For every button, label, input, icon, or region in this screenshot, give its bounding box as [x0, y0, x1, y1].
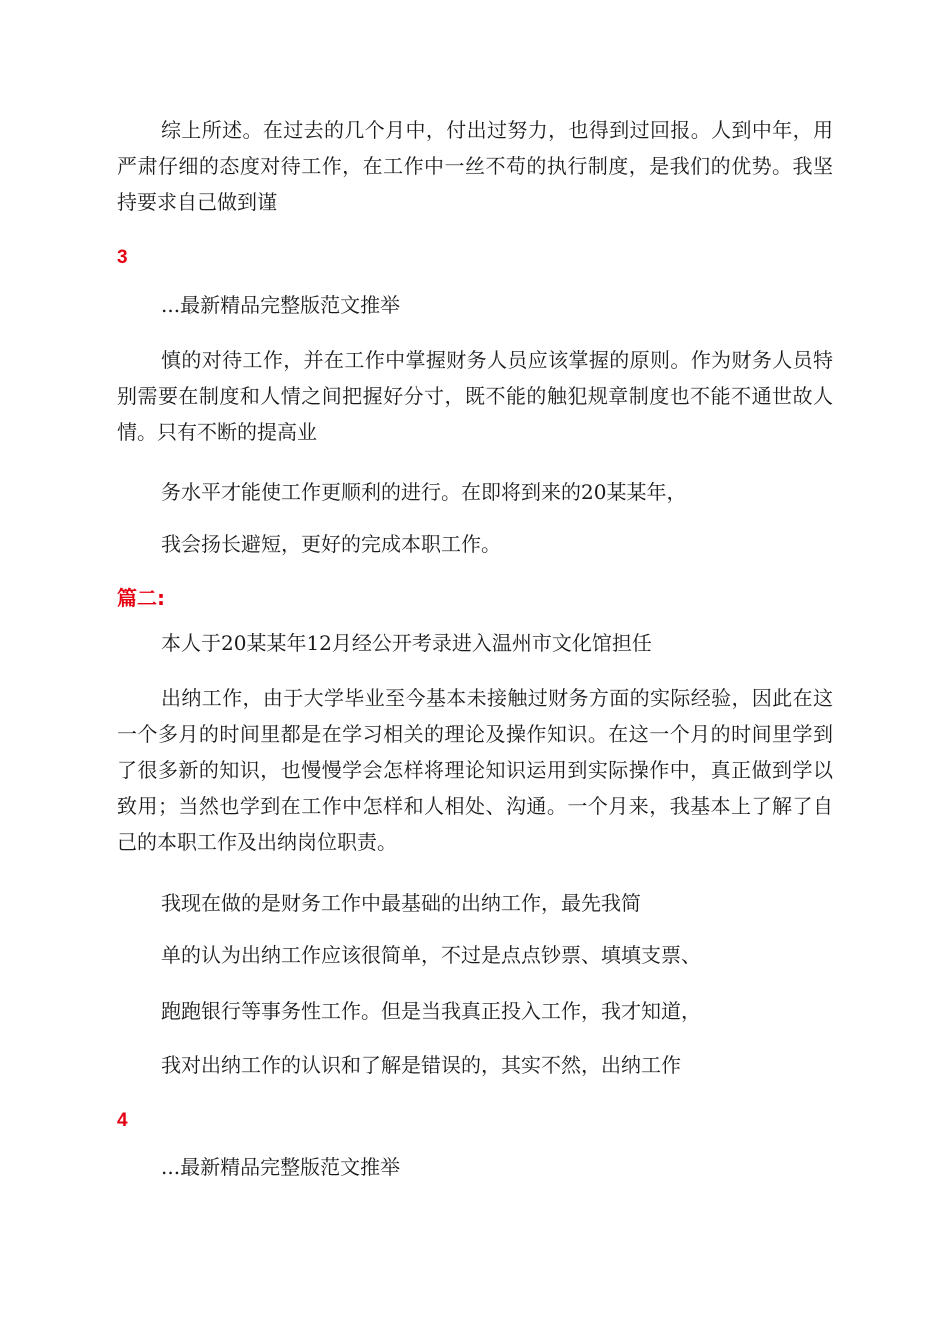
paragraph-line: 我对出纳工作的认识和了解是错误的，其实不然，出纳工作 [161, 1053, 681, 1077]
paragraph-line: 跑跑银行等事务性工作。但是当我真正投入工作，我才知道， [161, 999, 701, 1023]
page-number: 3 [117, 247, 128, 268]
paragraph-line: 本人于20某某年12月经公开考录进入温州市文化馆担任 [161, 631, 652, 655]
paragraph-principles: 慎的对待工作，并在工作中掌握财务人员应该掌握的原则。作为财务人员特别需要在制度和人情之间把握好分寸，既不能的触犯规章制度也不能不通世故人情。只有不断的提高业 [117, 348, 833, 444]
paragraph-line: 我会扬长避短，更好的完成本职工作。 [161, 532, 501, 556]
paragraph-line: 务水平才能使工作更顺利的进行。在即将到来的20某某年， [161, 480, 687, 504]
recommendation-note: ...最新精品完整版范文推举 [161, 293, 401, 317]
page-number: 4 [117, 1110, 128, 1131]
paragraph-cashier-learning: 出纳工作，由于大学毕业至今基本未接触过财务方面的实际经验，因此在这一个多月的时间里都是在学习相关的理论及操作知识。在这一个月的时间里学到了很多新的知识，也慢慢学会怎样将理论知识运用到实际操作中，真正做到学以致用；当然也学到在工作中怎样和人相处、沟通。一个月来，我基本上了解了自己的本职工作及出纳岗位职责。 [117, 686, 833, 854]
section-heading: 篇二: [117, 586, 165, 610]
recommendation-note: ...最新精品完整版范文推举 [161, 1155, 401, 1179]
paragraph-line: 单的认为出纳工作应该很简单，不过是点点钞票、填填支票、 [161, 943, 701, 967]
paragraph-summary: 综上所述。在过去的几个月中，付出过努力，也得到过回报。人到中年，用严肃仔细的态度对待工作，在工作中一丝不苟的执行制度，是我们的优势。我坚持要求自己做到谨 [117, 118, 833, 214]
paragraph-line: 我现在做的是财务工作中最基础的出纳工作，最先我简 [161, 891, 641, 915]
